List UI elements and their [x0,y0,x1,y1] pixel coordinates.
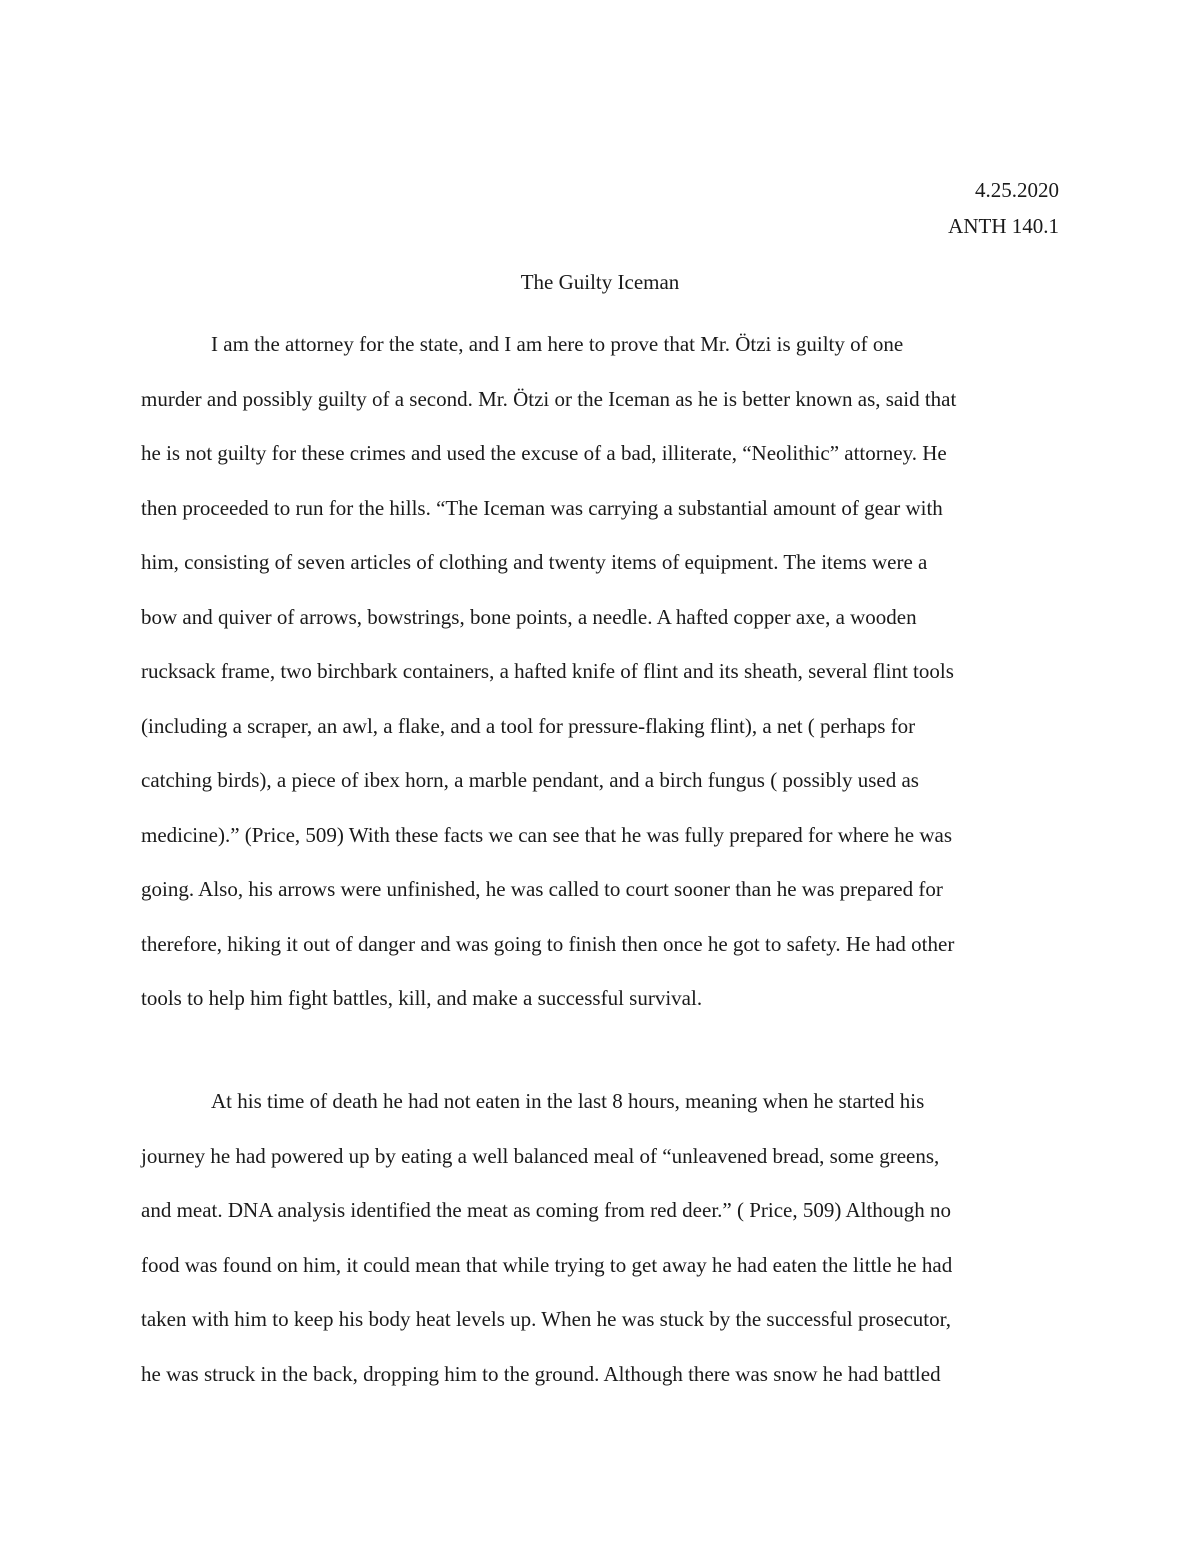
paragraph-line: and meat. DNA analysis identified the meat as coming from red deer.” ( Price, 509) Although no [141,1198,952,1222]
paragraph-line: he is not guilty for these crimes and used the excuse of a bad, illiterate, “Neolithic” attorney. He [141,441,947,465]
paragraph-line: catching birds), a piece of ibex horn, a marble pendant, and a birch fungus ( possibly used as [141,768,919,792]
paragraph-line: murder and possibly guilty of a second. Mr. Ötzi or the Iceman as he is better known as, said that [141,386,957,411]
paragraph-line: therefore, hiking it out of danger and was going to finish then once he got to safety. He had other [141,931,955,956]
paragraph-line: bow and quiver of arrows, bowstrings, bone points, a needle. A hafted copper axe, a wooden [141,604,917,629]
paragraph-2 [141,1083,1059,1410]
paragraph-line: At his time of death he had not eaten in the last 8 hours, meaning when he started his [211,1089,925,1113]
date-line: 4.25.2020 [975,178,1059,202]
paragraph-line: going. Also, his arrows were unfinished, he was called to court sooner than he was prepared for [141,877,943,901]
paragraph-line: food was found on him, it could mean that while trying to get away he had eaten the little he had [141,1252,953,1277]
paragraph-line: medicine).” (Price, 509) With these facts we can see that he was fully prepared for where he was [141,822,953,847]
header-block [948,172,1059,244]
paragraph-line: rucksack frame, two birchbark containers, a hafted knife of flint and its sheath, several flint tools [141,659,954,683]
paragraph-1 [141,326,1059,1035]
paragraph-line: I am the attorney for the state, and I am here to prove that Mr. Ötzi is guilty of one [211,332,904,356]
course-line: ANTH 140.1 [948,214,1059,238]
paragraph-line: then proceeded to run for the hills. “The Iceman was carrying a substantial amount of gear with [141,495,943,520]
paragraph-line: him, consisting of seven articles of clothing and twenty items of equipment. The items were a [141,550,928,574]
paragraph-line: tools to help him fight battles, kill, and make a successful survival. [141,986,703,1010]
paragraph-line: taken with him to keep his body heat levels up. When he was stuck by the successful prosecutor, [141,1307,951,1331]
paragraph-line: journey he had powered up by eating a well balanced meal of “unleavened bread, some greens, [141,1143,940,1168]
essay-title: The Guilty Iceman [520,270,680,294]
paragraph-line: he was struck in the back, dropping him to the ground. Although there was snow he had battled [141,1361,941,1386]
paragraph-line: (including a scraper, an awl, a flake, and a tool for pressure-flaking flint), a net ( perhaps for [141,713,916,738]
